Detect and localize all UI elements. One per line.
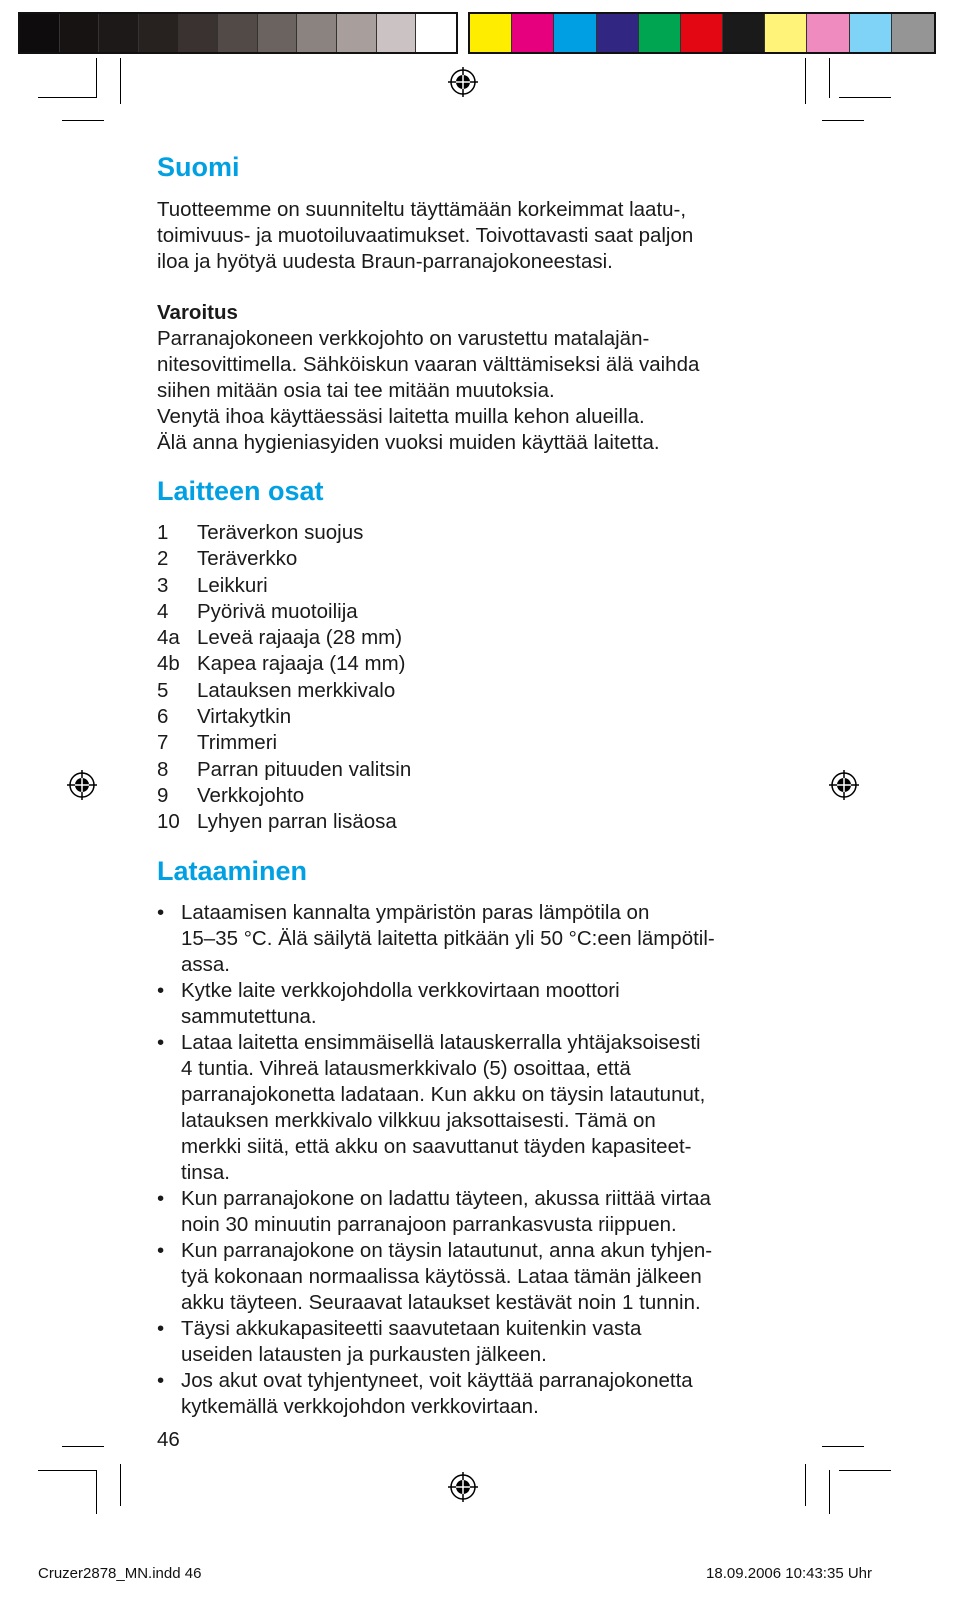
list-item [157,599,817,625]
warning-title: Varoitus [157,301,238,324]
part-number: 5 [157,678,169,702]
bullet-line: assa. [181,952,230,976]
registration-mark-icon [829,770,859,800]
bullet-text [181,1030,705,1186]
bullet-line: sammutettuna. [181,1004,317,1028]
list-item [157,783,817,809]
part-label: Leikkuri [197,573,268,597]
bullet-icon: • [157,978,165,1002]
bullet-line: merkki siitä, että akku on saavuttanut täyden kapasiteet- [181,1134,692,1158]
list-item [157,546,817,572]
list-item [157,1238,817,1316]
page-number: 46 [157,1428,180,1451]
part-number: 2 [157,547,169,571]
list-item [157,625,817,651]
footer-timestamp: 18.09.2006 10:43:35 Uhr [706,1565,872,1582]
page-content [157,150,817,1420]
color-swatch [597,14,639,52]
list-item [157,704,817,730]
bullet-line: 15–35 °C. Älä säilytä laitetta pitkään yli 50 °C:een lämpötil- [181,926,715,950]
part-number: 4 [157,599,169,623]
crop-mark [62,1446,104,1447]
bullet-line: akku täyteen. Seuraavat lataukset kestävät noin 1 tunnin. [181,1290,701,1314]
part-label: Verkkojohto [197,783,305,807]
part-number: 6 [157,705,169,729]
crop-mark [805,1464,806,1506]
bullet-line: 4 tuntia. Vihreä latausmerkkivalo (5) osoittaa, että [181,1056,631,1080]
bullet-line: tinsa. [181,1160,230,1184]
grayscale-color-bar [18,12,458,54]
list-item [157,730,817,756]
part-label: Parran pituuden valitsin [197,757,412,781]
crop-mark [805,58,806,104]
registration-mark-icon [448,1472,478,1502]
crop-mark [822,1446,864,1447]
list-item [157,809,817,835]
color-swatch [470,14,512,52]
intro-paragraph: Tuotteemme on suunniteltu täyttämään korkeimmat laatu-, toimivuus- ja muotoiluvaatimukset. Toivottavasti saat paljon iloa ja hyötyä uudesta Braun-parranajokoneestasi. [157,198,694,273]
list-item [157,573,817,599]
part-number: 8 [157,757,169,781]
crop-mark [839,97,891,98]
section-title-suomi: Suomi [157,152,240,182]
crop-mark [822,120,864,121]
section-title-charging: Lataaminen [157,855,308,886]
bullet-line: useiden latausten ja purkausten jälkeen. [181,1342,547,1366]
bullet-text [181,1316,641,1368]
bullet-icon: • [157,1030,165,1054]
part-number: 7 [157,731,169,755]
bullet-icon: • [157,1316,165,1340]
list-item [157,1368,817,1420]
color-swatch [20,14,60,52]
footer-file-info: Cruzer2878_MN.indd 46 [38,1565,202,1582]
part-number: 9 [157,783,169,807]
part-number: 3 [157,573,169,597]
color-swatch [765,14,807,52]
color-swatch [892,14,934,52]
bullet-icon: • [157,900,165,924]
bullet-text [181,900,715,978]
color-swatch [258,14,298,52]
crop-mark [120,1464,121,1506]
bullet-line: noin 30 minuutin parranajoon parrankasvusta riippuen. [181,1212,677,1236]
list-item [157,1316,817,1368]
bullet-line: latauksen merkkivalo vilkkuu jaksottaisesti. Tämä on [181,1108,656,1132]
registration-mark-icon [67,770,97,800]
part-label: Virtakytkin [197,705,292,729]
bullet-line: Kytke laite verkkojohdolla verkkovirtaan moottori [181,978,620,1002]
crop-mark [62,120,104,121]
list-item [157,520,817,546]
list-item [157,678,817,704]
bullet-line: Lataa laitetta ensimmäisellä latauskerralla yhtäjaksoisesti [181,1030,701,1054]
color-swatch [377,14,417,52]
color-swatch [681,14,723,52]
color-swatch [723,14,765,52]
crop-mark [120,58,121,104]
parts-list [157,520,817,836]
color-swatch [297,14,337,52]
part-label: Kapea rajaaja (14 mm) [197,652,406,676]
part-label: Leveä rajaaja (28 mm) [197,626,403,650]
color-swatch [337,14,377,52]
bullet-line: Kun parranajokone on täysin latautunut, anna akun tyhjen- [181,1238,713,1262]
bullet-line: Kun parranajokone on ladattu täyteen, akussa riittää virtaa [181,1186,711,1210]
crop-mark [839,1470,891,1471]
crop-mark [96,1470,97,1514]
bullet-line: Lataamisen kannalta ympäristön paras lämpötila on [181,900,650,924]
list-item [157,978,817,1030]
list-item [157,900,817,978]
bullet-icon: • [157,1368,165,1392]
color-swatch [850,14,892,52]
list-item [157,1030,817,1186]
crop-mark [38,97,96,98]
color-swatch [218,14,258,52]
color-swatch [512,14,554,52]
list-item [157,757,817,783]
registration-mark-icon [448,67,478,97]
color-swatch [554,14,596,52]
bullet-line: Jos akut ovat tyhjentyneet, voit käyttää parranajokonetta [181,1368,693,1392]
part-label: Teräverkko [197,547,298,571]
bullet-line: tyä kokonaan normaalissa käytössä. Lataa tämän jälkeen [181,1264,702,1288]
warning-paragraph: Parranajokoneen verkkojohto on varustettu matalajän- nitesovittimella. Sähköiskun vaaran välttämiseksi älä vaihda siihen mitään osia tai tee mitään muutoksia. Venytä ihoa käyttäessäsi laitetta muilla kehon alueilla. Älä anna hygieniasyiden vuoksi muiden käyttää laitetta. [157,327,700,454]
bullet-line: Täysi akkukapasiteetti saavutetaan kuitenkin vasta [181,1316,642,1340]
part-number: 4b [157,652,180,676]
color-swatch [60,14,100,52]
part-label: Trimmeri [197,731,278,755]
crop-mark [38,1470,96,1471]
part-label: Lyhyen parran lisäosa [197,810,397,834]
part-number: 1 [157,521,169,544]
part-number: 4a [157,626,180,650]
color-swatch [639,14,681,52]
color-swatch [807,14,849,52]
bullet-icon: • [157,1186,165,1210]
color-swatch [416,14,456,52]
bullet-icon: • [157,1238,165,1262]
bullet-text [181,1186,711,1238]
bullet-text [181,1238,712,1316]
list-item [157,651,817,677]
crop-mark [829,58,830,98]
charging-bullet-list [157,900,817,1420]
bullet-text [181,978,620,1030]
list-item [157,1186,817,1238]
section-title-parts: Laitteen osat [157,476,324,506]
bullet-line: parranajokonetta ladataan. Kun akku on täysin latautunut, [181,1082,706,1106]
part-label: Latauksen merkkivalo [197,678,396,702]
color-swatch [99,14,139,52]
color-swatch [179,14,219,52]
color-swatch [139,14,179,52]
part-number: 10 [157,810,180,834]
crop-mark [829,1470,830,1514]
part-label: Pyörivä muotoilija [197,599,358,623]
part-label: Teräverkon suojus [197,521,364,544]
crop-mark [96,58,97,98]
process-color-bar [468,12,936,54]
bullet-text [181,1368,693,1420]
bullet-line: kytkemällä verkkojohdon verkkovirtaan. [181,1394,539,1418]
